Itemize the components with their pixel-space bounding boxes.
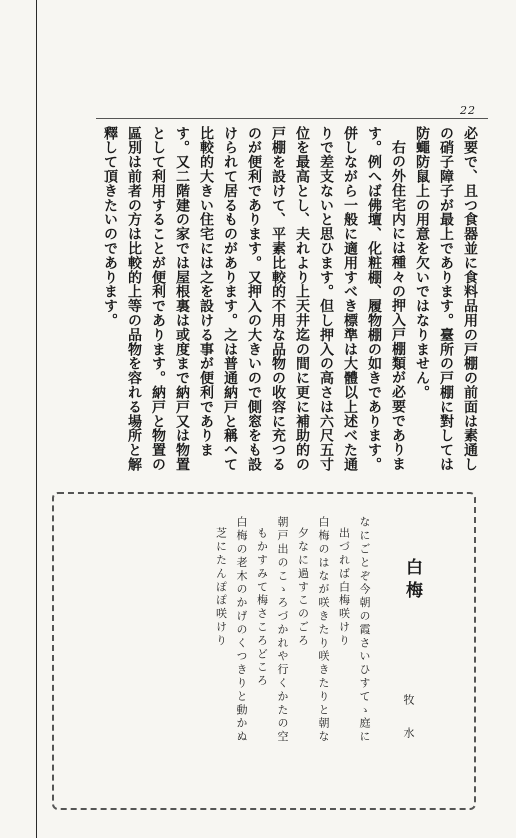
poem-author: 牧水	[402, 694, 415, 760]
poem-4	[210, 516, 251, 796]
poem-line: 白梅の老木のかげのくつきりと動かぬ	[235, 516, 248, 744]
poem-line: 芝にたんぽぽ咲けり	[214, 527, 228, 648]
poem-line: 白梅のはなが咲きたり咲きたりと朝な	[317, 516, 330, 744]
poem-line: 夕なに過すこのごろ	[296, 527, 310, 648]
poem-title: 白梅	[402, 558, 422, 604]
left-margin-rule	[36, 0, 37, 838]
header-rule	[96, 118, 488, 119]
paragraph-2: 右の外住宅内には種々の押入戸棚類が必要であります。例へば佛壇、化粧棚、履物棚の如きであります。併しながら一般に適用すべき標準は大體以上述べた通りで差支ないと思ひます。但し押入の高さは六尺五寸位を最高とし、夫れより上天井迄の間に更に補助的の戸棚を設けて、平素比較的不用な品物の收容に充つるのが便利であります。又押入の大きいので側窓をも設けられて居るものがあります。之は普通納戸と稱へて比較的大きい住宅には之を設ける事が便利であります。又二階建の家では屋根裏は或度まで納戸又は物置として利用することが便利であります。納戸と物置の區別は前者の方は比較的上等の品物を容れる場所と解釋して頂きたいのであります。	[102, 126, 406, 472]
poem-line: 出づれば白梅咲けり	[337, 527, 351, 648]
poem-line: もかすみて梅さころどころ	[255, 527, 269, 688]
poem-line: 朝戸出のこゝろづかれや行くかたの空	[276, 516, 289, 744]
poem-list	[110, 516, 374, 796]
paragraph-1: 必要で、且つ食器並に食料品用の戸棚の前面は素通しの硝子障子が最上であります。臺所の戸棚に對しては防蠅防鼠上の用意を欠いではなりません。	[414, 126, 478, 472]
body-text	[82, 126, 482, 478]
poem-2	[292, 516, 333, 796]
poem-1	[333, 516, 374, 796]
page-number: 22	[460, 104, 476, 117]
poem-line: なにごとぞ今朝の霞さいひすてゝ庭に	[358, 516, 371, 744]
poem-3	[251, 516, 292, 796]
